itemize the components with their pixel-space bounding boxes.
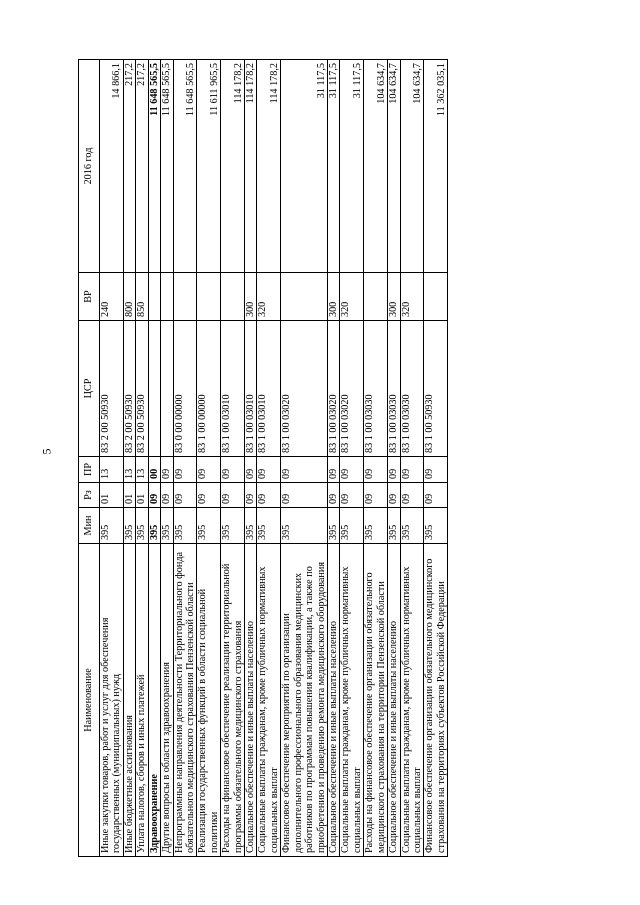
cell-vr [221, 273, 245, 321]
cell-amount: 31 117,5 [281, 60, 328, 273]
cell-rz: 09 [364, 483, 388, 508]
cell-pr: 09 [400, 457, 424, 483]
cell-amount: 11 362 035,1 [424, 60, 448, 273]
cell-pr: 09 [328, 457, 340, 483]
cell-csr: 83 1 00 03020 [281, 321, 328, 457]
header-min: Мин [79, 508, 100, 544]
cell-min: 395 [221, 508, 245, 544]
cell-rz: 09 [173, 483, 197, 508]
header-rz: Рз [79, 483, 100, 508]
cell-vr: 320 [400, 273, 424, 321]
cell-amount: 11 648 565,5 [148, 60, 160, 273]
cell-rz: 09 [161, 483, 173, 508]
cell-name: Иные закупки товаров, работ и услуг для обеспечения государственных (муниципальных) нужд [100, 544, 124, 857]
cell-min: 395 [136, 508, 148, 544]
cell-csr: 83 1 00 50930 [424, 321, 448, 457]
cell-vr: 850 [136, 273, 148, 321]
cell-min: 395 [161, 508, 173, 544]
cell-name: Социальные выплаты гражданам, кроме публичных нормативных социальных выплат [340, 544, 364, 857]
cell-min: 395 [400, 508, 424, 544]
cell-min: 395 [257, 508, 281, 544]
cell-min: 395 [364, 508, 388, 544]
cell-min: 395 [424, 508, 448, 544]
page-number: 5 [39, 448, 54, 455]
cell-vr: 300 [328, 273, 340, 321]
cell-pr: 00 [148, 457, 160, 483]
cell-rz: 09 [257, 483, 281, 508]
table-row [424, 60, 448, 857]
rotated-table-container [78, 60, 583, 857]
cell-amount: 31 117,5 [340, 60, 364, 273]
cell-pr: 09 [364, 457, 388, 483]
cell-amount: 114 178,2 [257, 60, 281, 273]
cell-rz: 09 [388, 483, 400, 508]
cell-name: Социальное обеспечение и иные выплаты населению [245, 544, 257, 857]
cell-rz: 01 [123, 483, 135, 508]
cell-name: Расходы на финансовое обеспечение реализации территориальной программы обязательного медицинского страхования [221, 544, 245, 857]
cell-min: 395 [281, 508, 328, 544]
cell-csr: 83 2 00 50930 [123, 321, 135, 457]
cell-csr: 83 1 00 03020 [340, 321, 364, 457]
cell-vr [161, 273, 173, 321]
cell-vr [364, 273, 388, 321]
cell-min: 395 [328, 508, 340, 544]
cell-name: Здравоохранение [148, 544, 160, 857]
cell-name: Финансовое обеспечение организации обязательного медицинского страхования на территориях субъектов Российской Федерации [424, 544, 448, 857]
table-row [257, 60, 281, 857]
cell-min: 395 [173, 508, 197, 544]
cell-pr: 09 [340, 457, 364, 483]
table-row [340, 60, 364, 857]
cell-vr [197, 273, 221, 321]
header-vr: ВР [79, 273, 100, 321]
cell-vr: 240 [100, 273, 124, 321]
cell-csr: 83 1 00 03030 [388, 321, 400, 457]
cell-csr: 83 1 00 03030 [364, 321, 388, 457]
cell-pr: 09 [221, 457, 245, 483]
cell-csr: 83 2 00 50930 [136, 321, 148, 457]
cell-rz: 09 [424, 483, 448, 508]
cell-pr: 09 [161, 457, 173, 483]
cell-amount: 104 634,7 [388, 60, 400, 273]
cell-name: Расходы на финансовое обеспечение организации обязательного медицинского страхования на территории Пензенской области [364, 544, 388, 857]
cell-vr [173, 273, 197, 321]
cell-amount: 114 178,2 [245, 60, 257, 273]
cell-vr: 800 [123, 273, 135, 321]
cell-amount: 14 866,1 [100, 60, 124, 273]
table-row [197, 60, 221, 857]
cell-name: Социальное обеспечение и иные выплаты населению [388, 544, 400, 857]
cell-name: Уплата налогов, сборов и иных платежей [136, 544, 148, 857]
cell-pr: 09 [281, 457, 328, 483]
table-row [100, 60, 124, 857]
header-csr: ЦСР [79, 321, 100, 457]
header-name: Наименование [79, 544, 100, 857]
table-row [245, 60, 257, 857]
cell-amount: 217,2 [123, 60, 135, 273]
cell-amount: 104 634,7 [364, 60, 388, 273]
cell-min: 395 [100, 508, 124, 544]
table-row [400, 60, 424, 857]
table-row [328, 60, 340, 857]
cell-vr [281, 273, 328, 321]
cell-name: Социальное обеспечение и иные выплаты населению [328, 544, 340, 857]
cell-rz: 09 [340, 483, 364, 508]
table-row [161, 60, 173, 857]
table-row [281, 60, 328, 857]
cell-csr [161, 321, 173, 457]
page-content [78, 60, 583, 857]
cell-pr: 09 [388, 457, 400, 483]
cell-csr [148, 321, 160, 457]
cell-min: 395 [388, 508, 400, 544]
cell-rz: 09 [148, 483, 160, 508]
cell-csr: 83 1 00 03010 [221, 321, 245, 457]
cell-amount: 11 648 565,5 [173, 60, 197, 273]
cell-pr: 09 [257, 457, 281, 483]
cell-rz: 09 [328, 483, 340, 508]
cell-min: 395 [123, 508, 135, 544]
cell-rz: 09 [245, 483, 257, 508]
budget-table [78, 59, 448, 857]
cell-pr: 09 [197, 457, 221, 483]
cell-vr: 320 [340, 273, 364, 321]
header-year: 2016 год [79, 60, 100, 273]
cell-name: Иные бюджетные ассигнования [123, 544, 135, 857]
cell-amount: 114 178,2 [221, 60, 245, 273]
cell-amount: 217,2 [136, 60, 148, 273]
table-row [123, 60, 135, 857]
cell-pr: 13 [136, 457, 148, 483]
cell-csr: 83 1 00 03010 [245, 321, 257, 457]
cell-csr: 83 2 00 50930 [100, 321, 124, 457]
cell-vr: 320 [257, 273, 281, 321]
cell-vr [148, 273, 160, 321]
cell-rz: 09 [281, 483, 328, 508]
cell-csr: 83 1 00 03010 [257, 321, 281, 457]
cell-rz: 01 [136, 483, 148, 508]
table-row [364, 60, 388, 857]
cell-name: Другие вопросы в области здравоохранения [161, 544, 173, 857]
cell-amount: 11 648 565,5 [161, 60, 173, 273]
table-row [221, 60, 245, 857]
header-pr: ПР [79, 457, 100, 483]
cell-name: Реализация государственных функций в области социальной политики [197, 544, 221, 857]
cell-amount: 31 117,5 [328, 60, 340, 273]
cell-pr: 09 [424, 457, 448, 483]
cell-pr: 13 [123, 457, 135, 483]
cell-rz: 09 [400, 483, 424, 508]
cell-pr: 09 [173, 457, 197, 483]
cell-min: 395 [245, 508, 257, 544]
cell-min: 395 [148, 508, 160, 544]
cell-name: Финансовое обеспечение мероприятий по организации дополнительного профессионального образования медицинских работников по программам повышения квалификации, а также по приобретению и проведению ремонта медицинского оборудования [281, 544, 328, 857]
cell-rz: 01 [100, 483, 124, 508]
cell-rz: 09 [221, 483, 245, 508]
cell-csr: 83 1 00 03020 [328, 321, 340, 457]
cell-name: Социальные выплаты гражданам, кроме публичных нормативных социальных выплат [257, 544, 281, 857]
table-row [148, 60, 160, 857]
table-row [173, 60, 197, 857]
cell-name: Непрограммные направления деятельности Территориального фонда обязательного медицинского страхования Пензенской области [173, 544, 197, 857]
cell-vr [424, 273, 448, 321]
cell-csr: 83 0 00 00000 [173, 321, 197, 457]
cell-amount: 104 634,7 [400, 60, 424, 273]
cell-min: 395 [197, 508, 221, 544]
cell-vr: 300 [388, 273, 400, 321]
table-header-row [79, 60, 100, 857]
cell-name: Социальные выплаты гражданам, кроме публичных нормативных социальных выплат [400, 544, 424, 857]
cell-csr: 83 1 00 00000 [197, 321, 221, 457]
cell-csr: 83 1 00 03030 [400, 321, 424, 457]
table-row [388, 60, 400, 857]
cell-rz: 09 [197, 483, 221, 508]
cell-amount: 11 611 965,5 [197, 60, 221, 273]
cell-pr: 09 [245, 457, 257, 483]
cell-vr: 300 [245, 273, 257, 321]
cell-pr: 13 [100, 457, 124, 483]
table-row [136, 60, 148, 857]
cell-min: 395 [340, 508, 364, 544]
